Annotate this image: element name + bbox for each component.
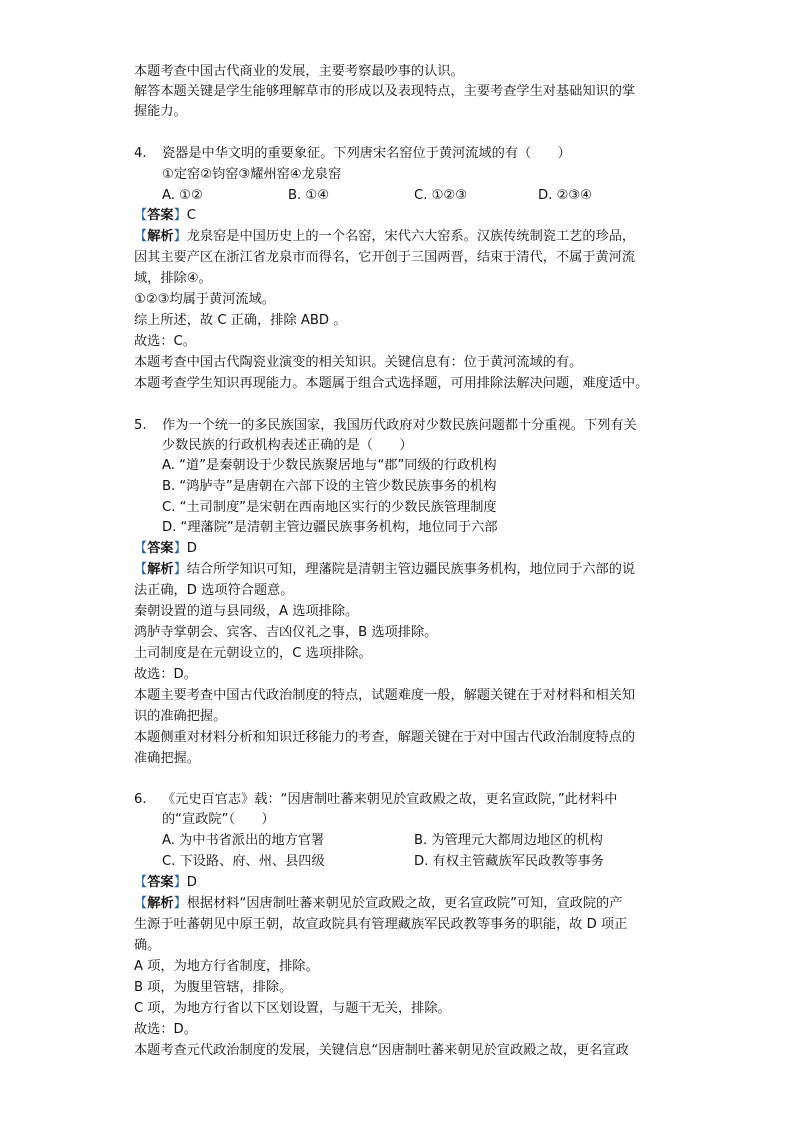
q5-analysis-line-8: 识的准确把握。 <box>134 709 227 724</box>
q6-analysis-line-6: C 项，为地方行省以下区划设置，与题干无关，排除。 <box>134 1001 451 1016</box>
q5-stem-line-2: 少数民族的行政机构表述正确的是（ ） <box>162 438 413 453</box>
intro-line-3: 握能力。 <box>134 104 187 119</box>
q5-option-c: C. “土司制度”是宋朝在西南地区实行的少数民族管理制度 <box>162 500 497 515</box>
q4-analysis-line-4: ①②③均属于黄河流域。 <box>134 292 275 307</box>
q4-analysis-line-6: 故选：C。 <box>134 334 196 349</box>
q4-analysis-line-8: 本题考查学生知识再现能力。本题属于组合式选择题，可用排除法解决问题，难度适中。 <box>134 376 649 391</box>
q5-analysis-line-5: 土司制度是在元朝设立的，C 选项排除。 <box>134 646 372 661</box>
q5-stem-line-1: 作为一个统一的多民族国家，我国历代政府对少数民族问题都十分重视。下列有关 <box>162 418 637 433</box>
q5-analysis-line-1: 【解析】结合所学知识可知，理藩院是清朝主管边疆民族事务机构，地位同于六部的说 <box>134 562 636 577</box>
q4-stem: 瓷器是中华文明的重要象征。下列唐宋名窑位于黄河流域的有（ ） <box>162 146 571 161</box>
intro-line-2: 解答本题关键是学生能够理解草市的形成以及表现特点，主要考查学生对基础知识的掌 <box>134 84 636 99</box>
q4-option-d: D. ②③④ <box>538 188 593 203</box>
q4-option-b: B. ①④ <box>288 188 330 203</box>
q6-answer: 【答案】D <box>134 875 197 890</box>
q6-option-c: C. 下设路、府、州、县四级 <box>162 854 325 869</box>
q5-analysis-line-6: 故选：D。 <box>134 667 197 682</box>
q6-analysis-line-1: 【解析】根据材料“因唐制吐蕃来朝见於宣政殿之故，更名宣政院”可知，宣政院的产 <box>134 896 623 911</box>
q6-number: 6. <box>134 792 147 807</box>
q4-analysis-line-7: 本题考查中国古代陶瓷业演变的相关知识。关键信息有：位于黄河流域的有。 <box>134 355 583 370</box>
q4-option-a: A. ①② <box>162 188 203 203</box>
q5-analysis-line-10: 准确把握。 <box>134 751 200 766</box>
q5-analysis-line-7: 本题主要考查中国古代政治制度的特点，试题难度一般，解题关键在于对材料和相关知 <box>134 688 636 703</box>
q6-analysis-line-4: A 项，为地方行省制度，排除。 <box>134 959 319 974</box>
q4-analysis-line-3: 域，排除④。 <box>134 271 212 286</box>
q6-analysis-line-3: 确。 <box>134 938 161 953</box>
q6-option-a: A. 为中书省派出的地方官署 <box>162 833 325 848</box>
q6-analysis-line-2: 生源于吐蕃朝见中原王朝，故宣政院具有管理藏族军民政教等事务的职能，故 D 项正 <box>134 917 628 932</box>
q5-analysis-line-4: 鸿胪寺掌朝会、宾客、吉凶仪礼之事，B 选项排除。 <box>134 625 438 640</box>
q6-option-d: D. 有权主管藏族军民政教等事务 <box>414 854 604 869</box>
q4-number: 4. <box>134 146 147 161</box>
q4-option-c: C. ①②③ <box>414 188 468 203</box>
q4-analysis-line-5: 综上所述，故 C 正确，排除 ABD 。 <box>134 313 347 328</box>
q5-analysis-line-9: 本题侧重对材料分析和知识迁移能力的考查，解题关键在于对中国古代政治制度特点的 <box>134 730 636 745</box>
q6-analysis-line-5: B 项，为腹里管辖，排除。 <box>134 980 293 995</box>
q6-option-b: B. 为管理元大都周边地区的机构 <box>414 833 603 848</box>
q4-analysis-line-1: 【解析】龙泉窑是中国历史上的一个名窑，宋代六大窑系。汉族传统制瓷工艺的珍品， <box>134 229 636 244</box>
q4-sub-items: ①定窑②钧窑③耀州窑④龙泉窑 <box>162 167 342 182</box>
q5-analysis-line-2: 法正确，D 选项符合题意。 <box>134 583 294 598</box>
intro-line-1: 本题考查中国古代商业的发展，主要考察最吵事的认识。 <box>134 64 464 79</box>
q5-number: 5. <box>134 418 147 433</box>
q6-stem-line-2: 的“宣政院”（ ） <box>162 812 275 827</box>
q5-option-b: B. “鸿胪寺”是唐朝在六部下设的主管少数民族事务的机构 <box>162 479 497 494</box>
q6-analysis-line-8: 本题考查元代政治制度的发展，关键信息“因唐制吐蕃来朝见於宣政殿之故，更名宣政 <box>134 1043 629 1058</box>
q5-option-a: A. “道”是秦朝设于少数民族聚居地与“郡”同级的行政机构 <box>162 458 497 473</box>
q5-analysis-line-3: 秦朝设置的道与县同级，A 选项排除。 <box>134 604 359 619</box>
q5-option-d: D. “理藩院”是清朝主管边疆民族事务机构，地位同于六部 <box>162 520 498 535</box>
q6-stem-line-1: 《元史百官志》载：“因唐制吐蕃来朝见於宣政殿之故，更名宣政院，”此材料中 <box>162 792 618 807</box>
q4-analysis-line-2: 因其主要产区在浙江省龙泉市而得名，它开创于三国两晋，结束于清代，不属于黄河流 <box>134 250 636 265</box>
q4-answer: 【答案】C <box>134 208 196 223</box>
q5-answer: 【答案】D <box>134 541 197 556</box>
q6-analysis-line-7: 故选：D。 <box>134 1022 197 1037</box>
